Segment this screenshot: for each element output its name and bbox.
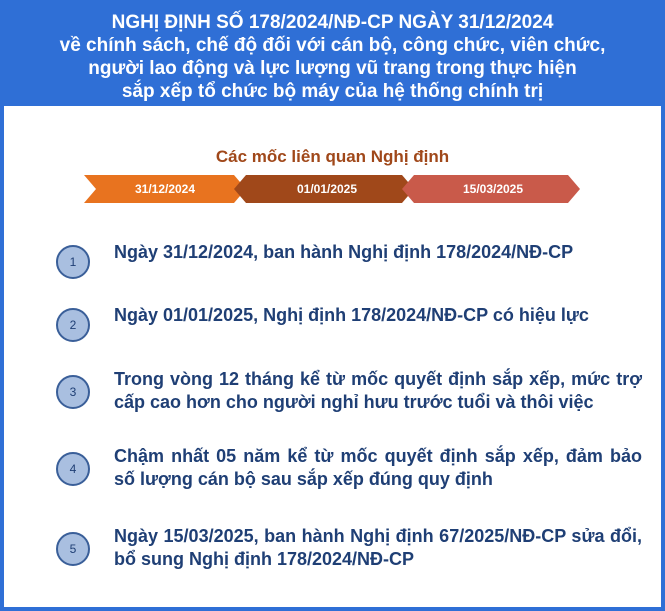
item-text: Trong vòng 12 tháng kể từ mốc quyết định sắp xếp, mức trợ cấp cao hơn cho người nghỉ hưu trước tuổi và thôi việc — [114, 369, 642, 412]
milestone-timeline — [84, 175, 584, 203]
milestone-date-2: 01/01/2025 — [296, 182, 358, 196]
item-number-badge: 1 — [56, 245, 90, 279]
header-subtitle-line-3: sắp xếp tổ chức bộ máy của hệ thống chính trị — [121, 81, 544, 102]
item-text: Ngày 15/03/2025, ban hành Nghị định 67/2025/NĐ-CP sửa đổi, bổ sung Nghị định 178/2024/NĐ-CP — [114, 526, 642, 569]
header-title: NGHỊ ĐỊNH SỐ 178/2024/NĐ-CP NGÀY 31/12/2024 — [111, 12, 554, 33]
header-banner — [4, 4, 661, 106]
item-text: Ngày 31/12/2024, ban hành Nghị định 178/2024/NĐ-CP — [114, 242, 574, 262]
milestones-title: Các mốc liên quan Nghị định — [215, 147, 450, 166]
item-number-badge: 4 — [56, 452, 90, 486]
item-number-badge: 3 — [56, 375, 90, 409]
milestone-date-1: 31/12/2024 — [134, 182, 196, 196]
item-number-badge: 5 — [56, 532, 90, 566]
item-text: Ngày 01/01/2025, Nghị định 178/2024/NĐ-CP có hiệu lực — [114, 305, 589, 325]
item-number-badge: 2 — [56, 308, 90, 342]
item-text: Chậm nhất 05 năm kể từ mốc quyết định sắp xếp, đảm bảo số lượng cán bộ sau sắp xếp đúng quy định — [114, 446, 642, 489]
header-subtitle-line-2: người lao động và lực lượng vũ trang trong thực hiện — [88, 58, 577, 79]
header-subtitle-line-1: về chính sách, chế độ đối với cán bộ, công chức, viên chức, — [59, 35, 606, 56]
milestone-date-3: 15/03/2025 — [462, 182, 524, 196]
